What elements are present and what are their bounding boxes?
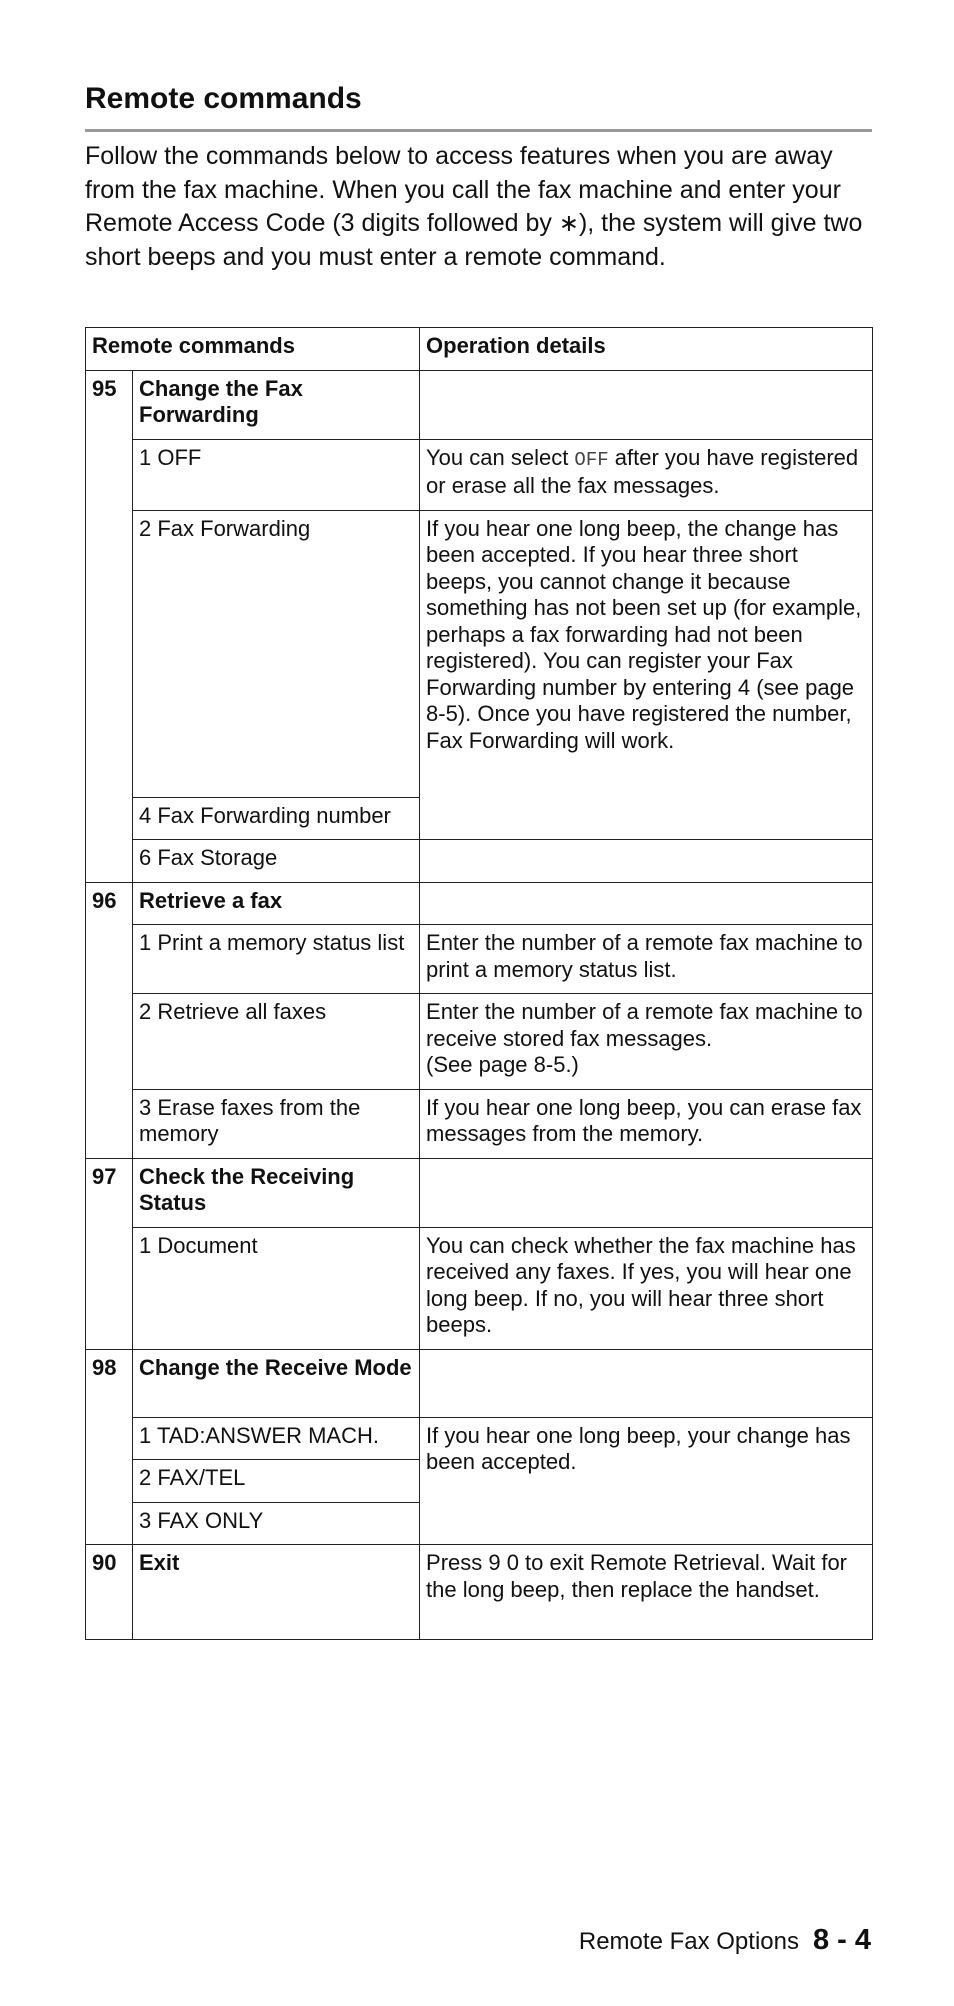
operation-detail: Enter the number of a remote fax machine to print a memory status list.: [420, 925, 873, 994]
command-code: 96: [86, 882, 133, 1158]
command-group-title: Change the Receive Mode: [133, 1349, 420, 1417]
subcommand-label: 1 Document: [133, 1227, 420, 1349]
detail-cell-empty: [420, 370, 873, 439]
operation-detail: If you hear one long beep, the change has been accepted. If you hear three short beeps, you cannot change it because something has not been set up (for example, perhaps a fax forwarding had not been registered). You can register your Fax Forwarding number by entering 4 (see page 8-5). Once you have registered the number, Fax Forwarding will work.: [420, 510, 873, 840]
subcommand-label: 2 Fax Forwarding: [133, 510, 420, 797]
operation-detail: [420, 994, 873, 1090]
subcommand-label: 4 Fax Forwarding number: [133, 797, 420, 840]
operation-detail: You can check whether the fax machine has received any faxes. If yes, you will hear one long beep. If no, you will hear three short beeps.: [420, 1227, 873, 1349]
subcommand-row: [86, 994, 873, 1090]
command-code: 98: [86, 1349, 133, 1545]
subcommand-label: 3 Erase faxes from the memory: [133, 1089, 420, 1158]
command-code: 90: [86, 1545, 133, 1640]
subcommand-row: [86, 925, 873, 994]
subcommand-label: 2 Retrieve all faxes: [133, 994, 420, 1090]
group-row: [86, 1545, 873, 1640]
detail-text: Enter the number of a remote fax machine to receive stored fax messages.: [426, 999, 863, 1051]
command-group-title: Exit: [133, 1545, 420, 1640]
subcommand-row: [86, 1089, 873, 1158]
detail-cell-empty: [420, 882, 873, 925]
detail-cell-empty: [420, 1349, 873, 1417]
detail-cell-empty: [420, 840, 873, 883]
header-commands: Remote commands: [86, 328, 420, 371]
operation-detail: If you hear one long beep, your change has been accepted.: [420, 1417, 873, 1545]
subcommand-row: [86, 1227, 873, 1349]
intro-text-end: ), the system will give two short beeps and you must enter a remote command.: [85, 209, 863, 271]
group-row: [86, 1349, 873, 1417]
subcommand-row: [86, 840, 873, 883]
subcommand-label: 1 TAD:ANSWER MACH.: [133, 1417, 420, 1460]
group-row: [86, 1158, 873, 1227]
operation-detail: Press 9 0 to exit Remote Retrieval. Wait for the long beep, then replace the handset.: [420, 1545, 873, 1640]
subcommand-row: [86, 510, 873, 797]
operation-detail: If you hear one long beep, you can erase fax messages from the memory.: [420, 1089, 873, 1158]
command-code: 95: [86, 370, 133, 882]
group-row: [86, 370, 873, 439]
command-group-title: Retrieve a fax: [133, 882, 420, 925]
detail-text: You can select: [426, 444, 575, 470]
remote-commands-table: [85, 327, 873, 1640]
command-group-title: Check the Receiving Status: [133, 1158, 420, 1227]
page-footer: [579, 1924, 871, 1957]
command-group-title: Change the Fax Forwarding: [133, 370, 420, 439]
intro-text-start: Follow the commands below to access features when you are away from the fax machine. When you call the fax machine and enter your Remote Access Code (3 digits followed by: [85, 142, 841, 238]
subcommand-label: 2 FAX/TEL: [133, 1460, 420, 1503]
group-row: [86, 882, 873, 925]
detail-cell-empty: [420, 1158, 873, 1227]
subcommand-label: 6 Fax Storage: [133, 840, 420, 883]
subcommand-label: 1 OFF: [133, 439, 420, 510]
detail-text: after you have registered or erase all the fax messages.: [426, 444, 859, 498]
command-code: 97: [86, 1158, 133, 1349]
title-divider: [85, 129, 872, 132]
operation-detail: [420, 439, 873, 510]
subcommand-label: 3 FAX ONLY: [133, 1502, 420, 1545]
table-header-row: [86, 328, 873, 371]
subcommand-label: 1 Print a memory status list: [133, 925, 420, 994]
subcommand-row: [86, 1417, 873, 1460]
detail-page-reference: (See page 8-5.): [426, 1052, 579, 1077]
header-details: Operation details: [420, 328, 873, 371]
intro-paragraph: [85, 140, 885, 274]
subcommand-row: [86, 439, 873, 510]
lcd-text: OFF: [574, 448, 609, 471]
page-title: Remote commands: [85, 82, 362, 115]
star-key-icon: ∗: [558, 210, 579, 238]
page-number: 8 - 4: [812, 1924, 871, 1956]
footer-section-title: Remote Fax Options: [578, 1928, 799, 1955]
